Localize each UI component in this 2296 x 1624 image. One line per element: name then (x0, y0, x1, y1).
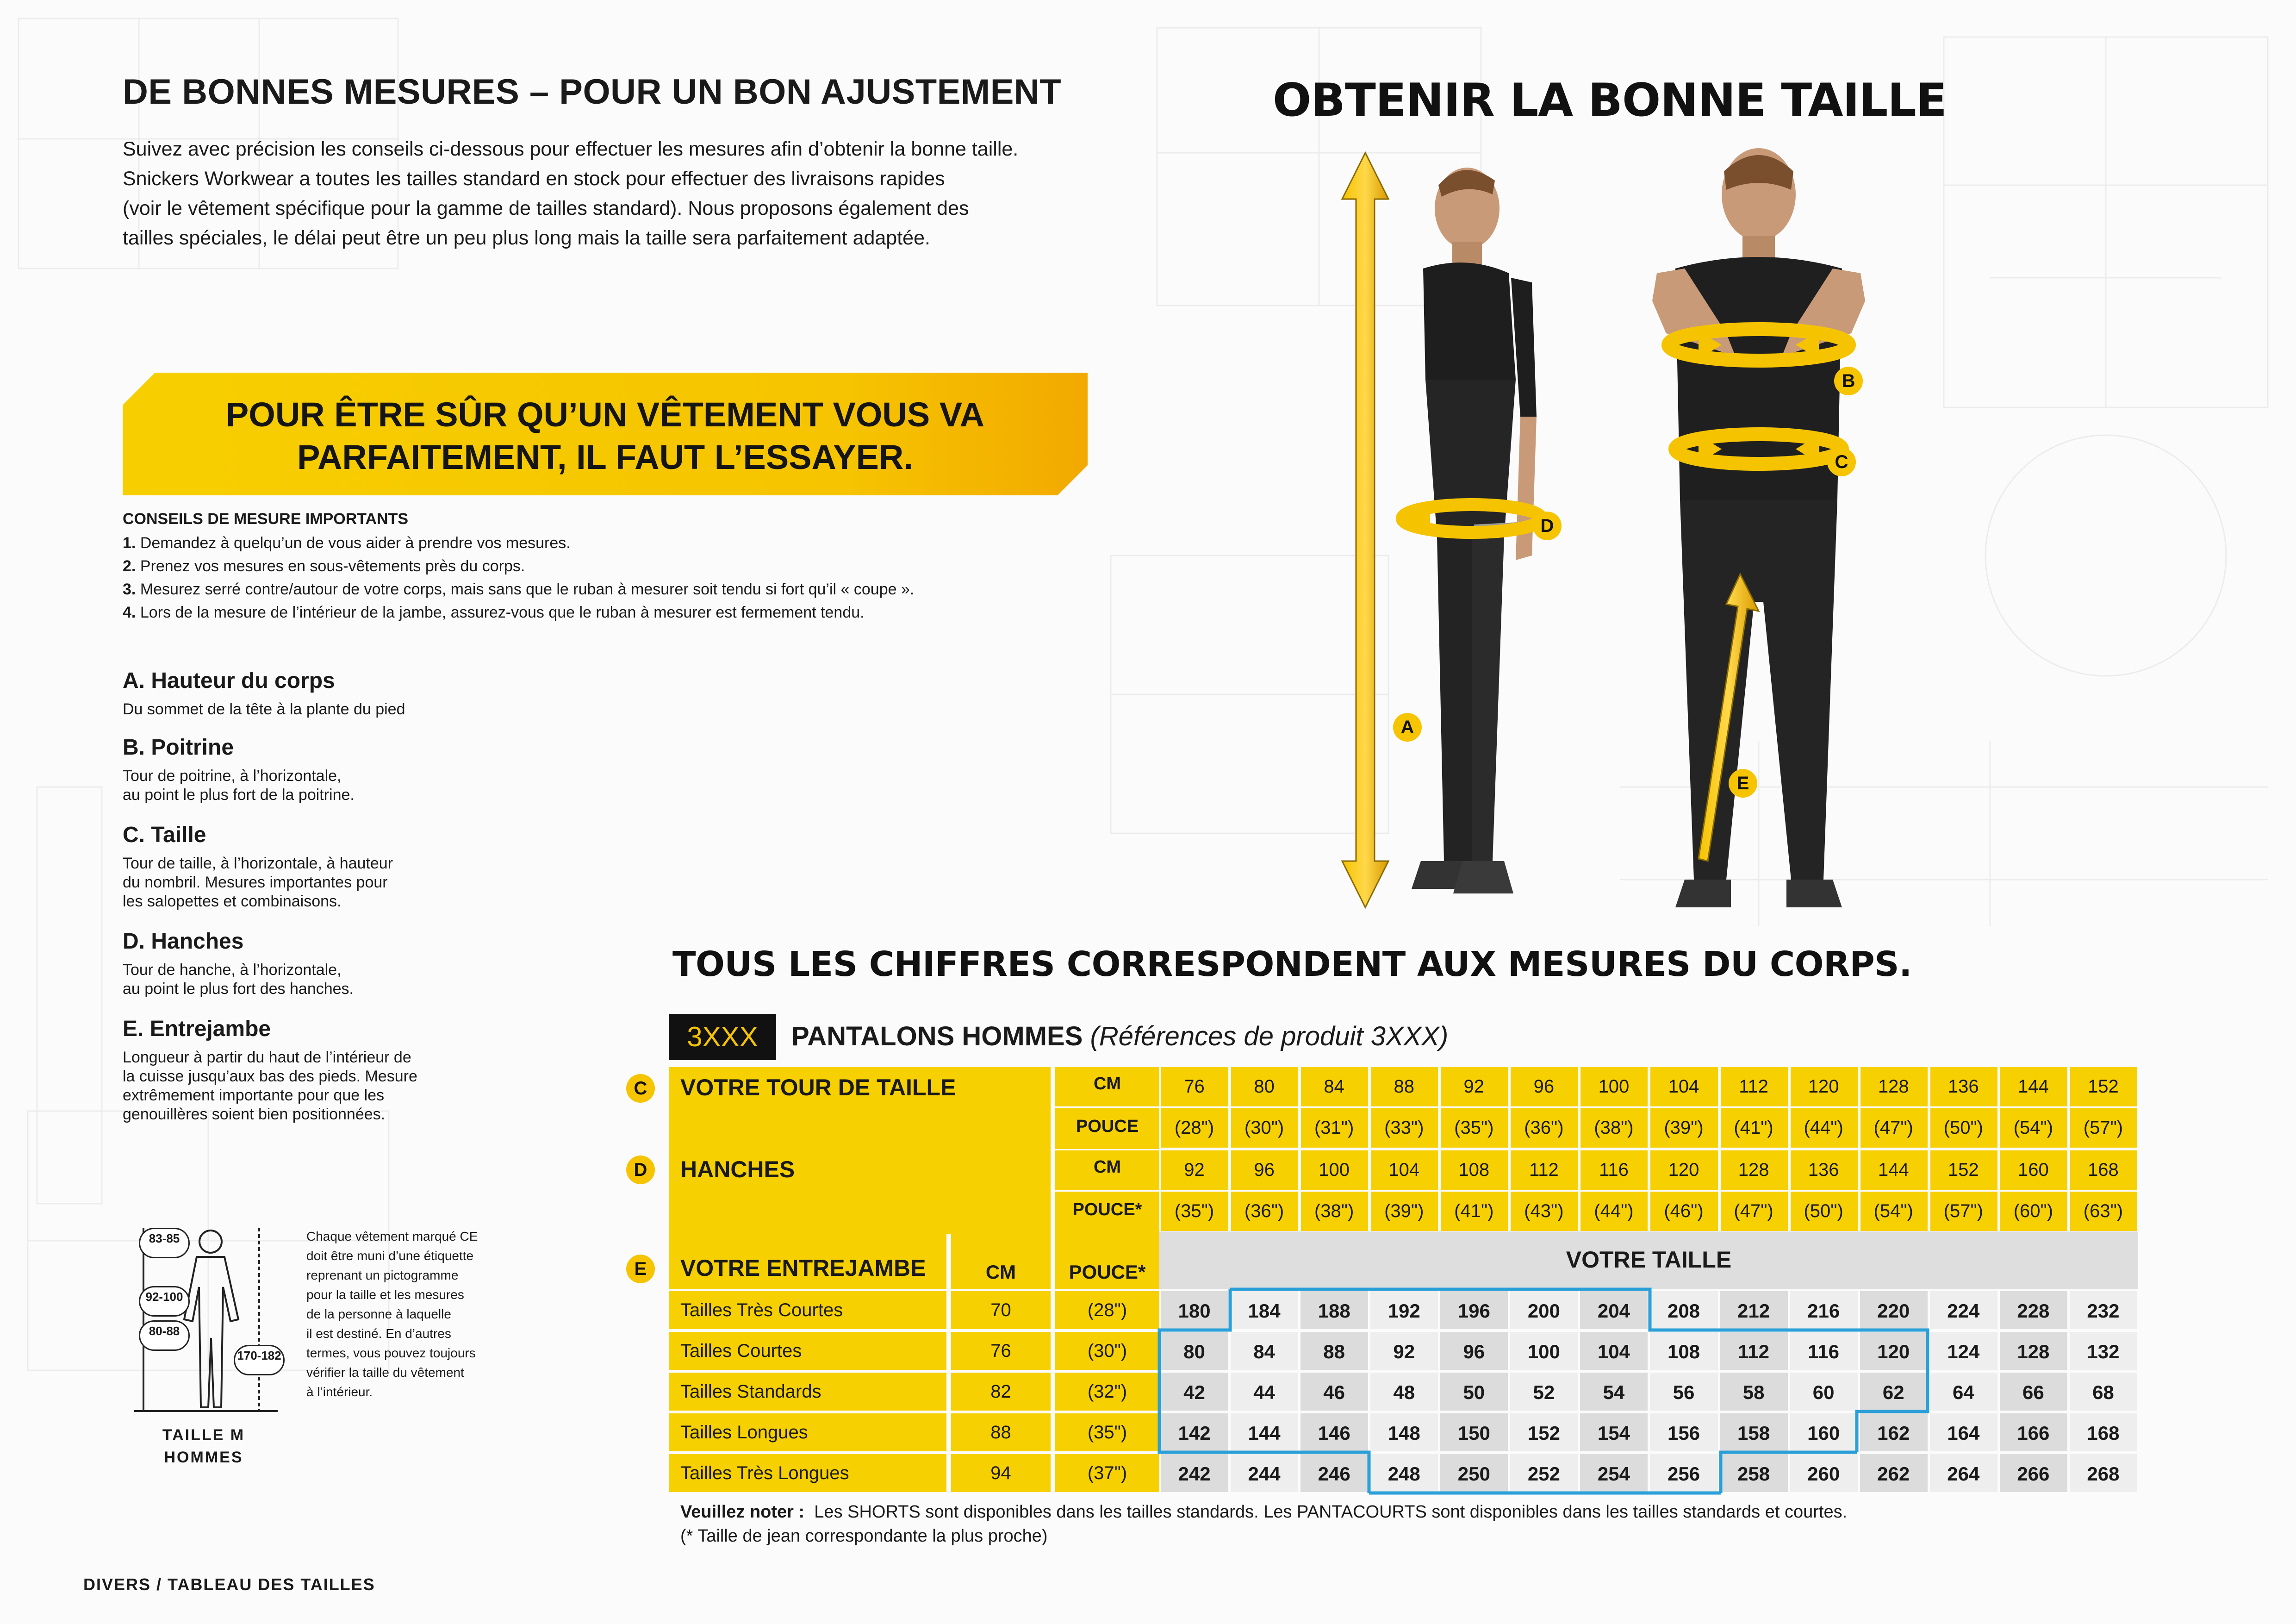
size-value: 68 (2092, 1381, 2114, 1403)
size-value: 84 (1253, 1341, 1275, 1362)
hips-cm-value: 168 (2088, 1160, 2119, 1180)
size-value: 248 (1388, 1463, 1420, 1485)
size-value: 184 (1248, 1300, 1281, 1322)
waist-label: VOTRE TOUR DE TAILLE (680, 1074, 956, 1100)
waist-cm-value: 120 (1808, 1076, 1839, 1097)
waist-inch-value: (31") (1314, 1118, 1354, 1138)
waist-cm-value: 92 (1463, 1076, 1485, 1097)
hips-cm-value: 112 (1529, 1160, 1559, 1180)
size-value: 260 (1807, 1463, 1840, 1485)
hips-inch-value: (60") (2013, 1201, 2053, 1221)
size-value: 156 (1667, 1422, 1700, 1444)
size-value: 252 (1527, 1463, 1560, 1485)
waist-cm-value: 80 (1254, 1076, 1275, 1097)
size-value: 264 (1947, 1463, 1980, 1485)
def-d: D. Hanches Tour de hanche, à l’horizontale, au point le plus fort des hanches. (123, 929, 354, 998)
size-value: 128 (2017, 1341, 2050, 1362)
marker-d: D (1533, 512, 1562, 540)
inseam-row-name: Tailles Très Courtes (680, 1300, 843, 1320)
size-value: 242 (1178, 1463, 1211, 1485)
waist-inch-value: (41") (1734, 1118, 1773, 1138)
size-value: 262 (1877, 1463, 1910, 1485)
tips-title: CONSEILS DE MESURE IMPORTANTS (123, 510, 409, 528)
marker-e: E (1729, 769, 1757, 798)
inseam-row-cm: 70 (990, 1300, 1011, 1320)
banner-line: PARFAITEMENT, IL FAUT L’ESSAYER. (297, 438, 913, 476)
waist-cm-value: 104 (1668, 1076, 1699, 1097)
size-value: 142 (1178, 1422, 1211, 1444)
hips-inch-value: (50") (1804, 1201, 1843, 1221)
marker-a: A (1393, 713, 1422, 742)
hips-inch-value: (41") (1454, 1201, 1494, 1221)
inseam-unit-in: POUCE* (1069, 1261, 1146, 1283)
size-value: 228 (2017, 1300, 2050, 1322)
size-value: 188 (1318, 1300, 1350, 1322)
inseam-row-inch: (32") (1087, 1381, 1127, 1402)
hips-cm-value: 152 (1948, 1160, 1979, 1180)
inseam-row-inch: (37") (1087, 1463, 1127, 1483)
intro-line: (voir le vêtement spécifique pour la gamme de tailles standard). Nous proposons également des (123, 197, 969, 219)
ce-caption: TAILLE M HOMMES (162, 1426, 245, 1466)
def-c: C. Taille Tour de taille, à l’horizontale, à hauteur du nombril. Mesures importantes pour les salopettes et combinaisons. (123, 823, 393, 910)
ce-waist-badge: 92-100 (139, 1286, 190, 1317)
ce-explanation: Chaque vêtement marqué CE doit être muni d’une étiquette reprenant un pictogramme pour la taille et les mesures de la personne à laquelle il est destiné. En d’autres termes, vous pouvez toujours vérifier la taille du vêtement à l’intérieur. (306, 1229, 478, 1399)
size-value: 258 (1737, 1463, 1770, 1485)
size-value: 196 (1457, 1300, 1490, 1322)
size-value: 62 (1882, 1381, 1904, 1403)
waist-cm-value: 152 (2088, 1076, 2119, 1097)
waist-inch-value: (33") (1384, 1118, 1424, 1138)
size-value: 96 (1463, 1341, 1485, 1362)
hips-cm-value: 136 (1808, 1160, 1839, 1180)
size-value: 164 (1947, 1422, 1980, 1444)
size-value: 104 (1597, 1341, 1630, 1362)
size-value: 254 (1597, 1463, 1630, 1485)
note-line: Veuillez noter : Les SHORTS sont disponibles dans les tailles standards. Les PANTACOURTS sont disponibles dans les tailles standards et courtes. (680, 1502, 1848, 1522)
marker-c-table: C (626, 1074, 655, 1103)
size-value: 162 (1877, 1422, 1910, 1444)
size-value: 232 (2087, 1300, 2120, 1322)
size-value: 160 (1807, 1422, 1840, 1444)
marker-e-table: E (626, 1255, 655, 1283)
waist-inch-value: (28") (1174, 1118, 1214, 1138)
intro-text (123, 134, 1141, 253)
product-code-badge: 3XXX (669, 1014, 776, 1060)
size-value: 148 (1388, 1422, 1420, 1444)
hips-inch-value: (39") (1384, 1201, 1424, 1221)
intro-line: Suivez avec précision les conseils ci-dessous pour effectuer les mesures afin d’obtenir la bonne taille. (123, 138, 1019, 160)
size-value: 54 (1603, 1381, 1625, 1403)
def-a: A. Hauteur du corps Du sommet de la tête à la plante du pied (123, 668, 405, 718)
waist-inch-value: (36") (1524, 1118, 1564, 1138)
size-value: 56 (1673, 1381, 1695, 1403)
intro-line: tailles spéciales, le délai peut être un peu plus long mais la taille sera parfaitement adaptée. (123, 227, 930, 249)
waist-inch-value: (30") (1244, 1118, 1284, 1138)
inseam-row-name: Tailles Standards (680, 1381, 821, 1402)
size-value: 64 (1952, 1381, 1974, 1403)
size-value: 42 (1183, 1381, 1205, 1403)
inseam-row-name: Tailles Très Longues (680, 1463, 849, 1483)
hips-inch-value: (44") (1594, 1201, 1634, 1221)
waist-cm-value: 112 (1739, 1076, 1768, 1097)
size-value: 66 (2022, 1381, 2044, 1403)
inseam-row-cm: 76 (990, 1341, 1011, 1361)
size-value: 80 (1183, 1341, 1205, 1362)
page-footer: DIVERS / TABLEAU DES TAILLES (83, 1575, 375, 1594)
inseam-row-inch: (28") (1087, 1300, 1127, 1320)
hips-cm-value: 144 (1878, 1160, 1909, 1180)
inseam-row-name: Tailles Courtes (680, 1341, 802, 1361)
size-value: 158 (1737, 1422, 1770, 1444)
hips-inch-value: (38") (1314, 1201, 1354, 1221)
inseam-row-name: Tailles Longues (680, 1422, 808, 1443)
ce-height-badge: 170-182 (234, 1345, 285, 1375)
ce-chest-badge: 83-85 (139, 1228, 190, 1258)
size-value: 212 (1737, 1300, 1770, 1322)
size-value: 246 (1318, 1463, 1350, 1485)
product-heading: PANTALONS HOMMES (Références de produit 3XXX) (791, 1021, 1449, 1051)
size-value: 144 (1248, 1422, 1281, 1444)
tip-item: 3. Mesurez serré contre/autour de votre corps, mais sans que le ruban à mesurer soit tendu si fort qu’il « coupe ». (123, 581, 915, 598)
note-line-2: (* Taille de jean correspondante la plus proche) (680, 1526, 1048, 1546)
hips-cm-value: 120 (1668, 1160, 1699, 1180)
waist-cm-value: 84 (1324, 1076, 1344, 1097)
ce-hip-badge: 80-88 (139, 1320, 190, 1351)
hips-cm-value: 92 (1184, 1160, 1205, 1180)
size-value: 100 (1527, 1341, 1560, 1362)
waist-inch-value: (35") (1454, 1118, 1494, 1138)
size-value: 52 (1533, 1381, 1555, 1403)
hips-cm-value: 160 (2017, 1160, 2049, 1180)
marker-c: C (1827, 448, 1856, 476)
size-value: 168 (2087, 1422, 2120, 1444)
waist-cm-value: 76 (1184, 1076, 1205, 1097)
size-value: 124 (1947, 1341, 1980, 1362)
try-on-banner-text (123, 394, 1088, 479)
hips-label: HANCHES (680, 1156, 795, 1182)
waist-inch-value: (54") (2013, 1118, 2053, 1138)
hips-cm-value: 108 (1458, 1160, 1490, 1180)
hips-inch-value: (46") (1664, 1201, 1704, 1221)
inseam-row-cm: 82 (990, 1381, 1011, 1402)
size-value: 60 (1812, 1381, 1835, 1403)
banner-line: POUR ÊTRE SÛR QU’UN VÊTEMENT VOUS VA (225, 395, 985, 434)
waist-cm-value: 88 (1394, 1076, 1414, 1097)
hips-inch-value: (57") (1943, 1201, 1983, 1221)
size-value: 88 (1323, 1341, 1345, 1362)
waist-inch-value: (47") (1873, 1118, 1913, 1138)
tip-item: 1. Demandez à quelqu’un de vous aider à prendre vos mesures. (123, 534, 571, 552)
table-title: TOUS LES CHIFFRES CORRESPONDENT AUX MESURES DU CORPS. (672, 944, 1912, 984)
notes (680, 1500, 2208, 1548)
size-value: 154 (1597, 1422, 1630, 1444)
size-value: 192 (1388, 1300, 1420, 1322)
hips-cm-value: 96 (1254, 1160, 1275, 1180)
hips-unit-in: POUCE* (1072, 1200, 1142, 1219)
size-header: VOTRE TAILLE (1566, 1247, 1732, 1273)
hips-inch-value: (54") (1873, 1201, 1913, 1221)
inseam-row-inch: (30") (1087, 1341, 1127, 1361)
size-value: 180 (1178, 1300, 1211, 1322)
inseam-label: VOTRE ENTREJAMBE (680, 1255, 926, 1281)
size-value: 200 (1527, 1300, 1560, 1322)
size-value: 150 (1457, 1422, 1490, 1444)
marker-b: B (1834, 367, 1863, 395)
size-value: 58 (1742, 1381, 1765, 1403)
size-value: 112 (1738, 1341, 1769, 1362)
hips-inch-value: (35") (1174, 1201, 1214, 1221)
size-value: 268 (2087, 1463, 2120, 1485)
waist-inch-value: (39") (1664, 1118, 1704, 1138)
height-arrow (1342, 153, 1388, 907)
waist-inch-value: (57") (2083, 1118, 2123, 1138)
size-value: 208 (1667, 1300, 1700, 1322)
waist-inch-value: (44") (1804, 1118, 1843, 1138)
waist-cm-value: 96 (1533, 1076, 1555, 1097)
size-value: 120 (1877, 1341, 1910, 1362)
waist-cm-value: 144 (2017, 1076, 2049, 1097)
size-value: 256 (1667, 1463, 1700, 1485)
waist-unit-cm: CM (1093, 1074, 1121, 1093)
size-value: 152 (1527, 1422, 1560, 1444)
hips-inch-value: (47") (1734, 1201, 1773, 1221)
left-title: DE BONNES MESURES – POUR UN BON AJUSTEMENT (123, 72, 1062, 112)
hips-cm-value: 116 (1599, 1160, 1629, 1180)
size-value: 92 (1393, 1341, 1415, 1362)
hips-cm-value: 104 (1388, 1160, 1420, 1180)
tip-item: 2. Prenez vos mesures en sous-vêtements près du corps. (123, 557, 525, 575)
size-value: 44 (1253, 1381, 1275, 1403)
hips-inch-value: (36") (1244, 1201, 1284, 1221)
waist-cm-value: 136 (1948, 1076, 1979, 1097)
size-value: 244 (1248, 1463, 1281, 1485)
waist-inch-value: (38") (1594, 1118, 1634, 1138)
waist-cm-value: 100 (1598, 1076, 1630, 1097)
size-value: 108 (1667, 1341, 1700, 1362)
tip-item: 4. Lors de la mesure de l’intérieur de la jambe, assurez-vous que le ruban à mesurer est fermement tendu. (123, 604, 865, 621)
size-value: 266 (2017, 1463, 2050, 1485)
right-title: OBTENIR LA BONNE TAILLE (1273, 74, 1947, 127)
inseam-row-inch: (35") (1087, 1422, 1127, 1443)
size-value: 204 (1597, 1300, 1630, 1322)
size-value: 50 (1463, 1381, 1485, 1403)
marker-d-table: D (626, 1156, 655, 1184)
size-value: 116 (1808, 1341, 1840, 1362)
measurement-definitions (123, 668, 539, 1124)
size-value: 46 (1323, 1381, 1345, 1403)
waist-unit-in: POUCE (1076, 1117, 1139, 1136)
waist-cm-value: 128 (1878, 1076, 1909, 1097)
hips-unit-cm: CM (1093, 1157, 1121, 1177)
size-value: 216 (1807, 1300, 1840, 1322)
inseam-unit-cm: CM (985, 1261, 1016, 1283)
size-value: 48 (1393, 1381, 1415, 1403)
size-value: 132 (2087, 1341, 2120, 1362)
hips-inch-value: (43") (1524, 1201, 1564, 1221)
size-value: 146 (1318, 1422, 1350, 1444)
hips-cm-value: 100 (1319, 1160, 1350, 1180)
def-b: B. Poitrine Tour de poitrine, à l’horizontale, au point le plus fort de la poitrine. (123, 735, 355, 804)
size-value: 220 (1877, 1300, 1910, 1322)
hips-cm-value: 128 (1738, 1160, 1769, 1180)
size-value: 166 (2017, 1422, 2050, 1444)
intro-line: Snickers Workwear a toutes les tailles standard en stock pour effectuer des livraisons rapides (123, 168, 945, 190)
front-view-figure (1652, 148, 1865, 907)
hips-inch-value: (63") (2083, 1201, 2123, 1221)
size-value: 250 (1457, 1463, 1490, 1485)
tips-list (123, 531, 1118, 624)
size-value: 224 (1947, 1300, 1980, 1322)
body-measurement-illustration (1333, 139, 1981, 917)
def-e: E. Entrejambe Longueur à partir du haut de l’intérieur de la cuisse jusqu’aux bas des pieds. Mesure extrêmement importante pour que les genouillères soient bien positionnées. (123, 1017, 417, 1123)
waist-inch-value: (50") (1943, 1118, 1983, 1138)
inseam-row-cm: 88 (990, 1422, 1011, 1443)
inseam-row-cm: 94 (990, 1463, 1011, 1483)
